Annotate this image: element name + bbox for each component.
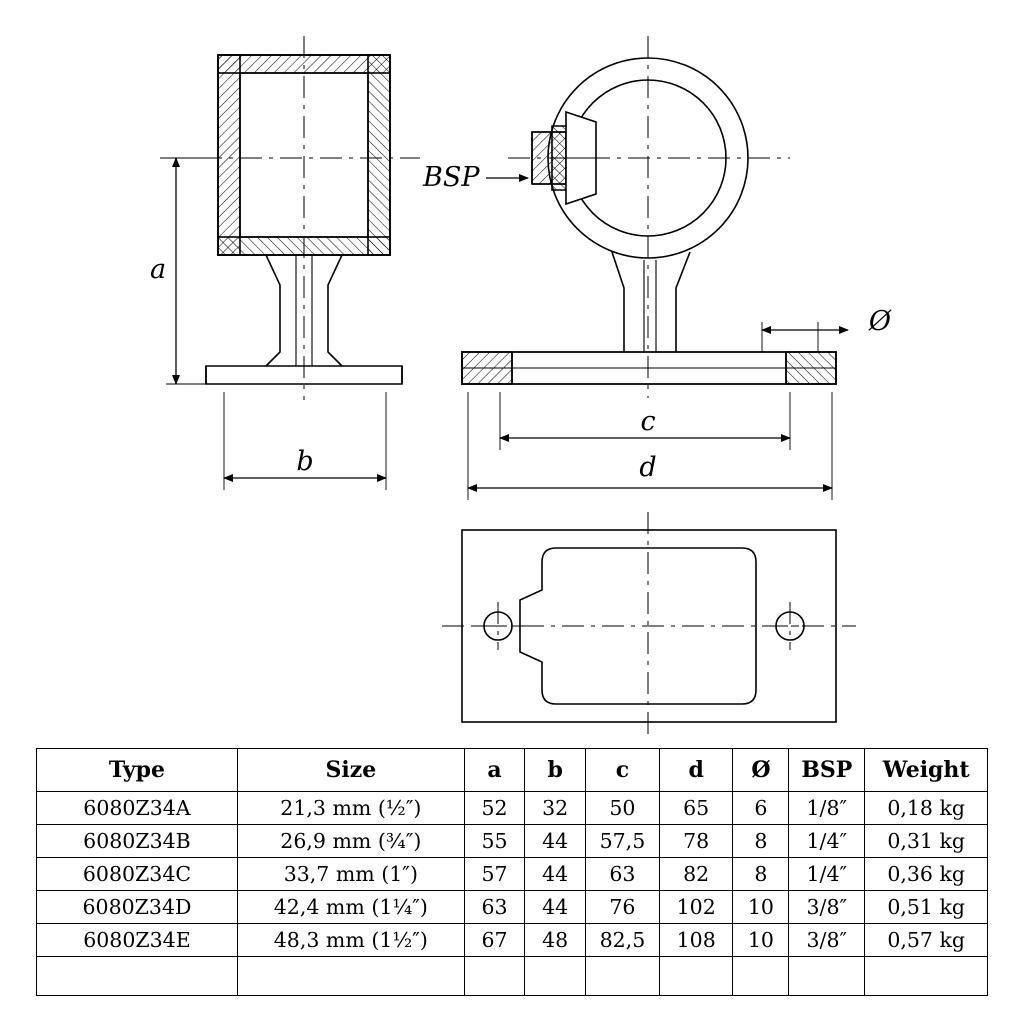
header-b: b: [525, 749, 586, 792]
header-c: c: [585, 749, 659, 792]
cell-d: 65: [659, 792, 733, 825]
table-row: [37, 891, 988, 924]
table-header-row: [37, 749, 988, 792]
table-row: [37, 792, 988, 825]
cell-type: 6080Z34C: [37, 858, 238, 891]
table-row-empty: [37, 957, 988, 996]
cell-size: 42,4 mm (1¼″): [237, 891, 464, 924]
table-row: [37, 858, 988, 891]
spec-table-container: [36, 748, 988, 996]
cell-d: 108: [659, 924, 733, 957]
cell-a: 52: [464, 792, 525, 825]
cell-empty: [733, 957, 789, 996]
cell-diameter: 10: [733, 924, 789, 957]
cell-weight: 0,31 kg: [865, 825, 988, 858]
cell-size: 48,3 mm (1½″): [237, 924, 464, 957]
header-type: Type: [37, 749, 238, 792]
cell-empty: [865, 957, 988, 996]
cell-b: 44: [525, 825, 586, 858]
label-diameter: Ø: [868, 306, 892, 337]
cell-b: 32: [525, 792, 586, 825]
cell-d: 78: [659, 825, 733, 858]
header-diameter: Ø: [733, 749, 789, 792]
cell-empty: [659, 957, 733, 996]
cell-diameter: 8: [733, 858, 789, 891]
header-weight: Weight: [865, 749, 988, 792]
cell-empty: [525, 957, 586, 996]
cell-c: 76: [585, 891, 659, 924]
cell-empty: [789, 957, 865, 996]
front-view: [160, 36, 420, 400]
label-d: d: [639, 452, 657, 483]
cell-type: 6080Z34E: [37, 924, 238, 957]
cell-diameter: 8: [733, 825, 789, 858]
cell-b: 48: [525, 924, 586, 957]
cell-diameter: 10: [733, 891, 789, 924]
cell-bsp: 1/4″: [789, 825, 865, 858]
cell-a: 55: [464, 825, 525, 858]
spec-table: [36, 748, 988, 996]
cell-weight: 0,36 kg: [865, 858, 988, 891]
cell-type: 6080Z34B: [37, 825, 238, 858]
cell-d: 102: [659, 891, 733, 924]
cell-weight: 0,51 kg: [865, 891, 988, 924]
cell-bsp: 1/8″: [789, 792, 865, 825]
cell-type: 6080Z34A: [37, 792, 238, 825]
label-a: a: [149, 254, 167, 285]
cell-weight: 0,57 kg: [865, 924, 988, 957]
cell-size: 33,7 mm (1″): [237, 858, 464, 891]
cell-size: 21,3 mm (½″): [237, 792, 464, 825]
cell-bsp: 3/8″: [789, 924, 865, 957]
cell-b: 44: [525, 891, 586, 924]
cell-a: 57: [464, 858, 525, 891]
label-bsp: BSP: [423, 162, 480, 193]
header-size: Size: [237, 749, 464, 792]
cell-c: 50: [585, 792, 659, 825]
cell-weight: 0,18 kg: [865, 792, 988, 825]
label-c: c: [640, 406, 656, 437]
cell-a: 63: [464, 891, 525, 924]
cell-c: 57,5: [585, 825, 659, 858]
cell-a: 67: [464, 924, 525, 957]
cell-c: 82,5: [585, 924, 659, 957]
cell-empty: [585, 957, 659, 996]
cell-d: 82: [659, 858, 733, 891]
side-view: [462, 36, 836, 398]
cell-bsp: 1/4″: [789, 858, 865, 891]
cell-diameter: 6: [733, 792, 789, 825]
label-b: b: [296, 446, 314, 477]
header-bsp: BSP: [789, 749, 865, 792]
header-d: d: [659, 749, 733, 792]
cell-size: 26,9 mm (¾″): [237, 825, 464, 858]
cell-empty: [37, 957, 238, 996]
cell-b: 44: [525, 858, 586, 891]
table-row: [37, 924, 988, 957]
header-a: a: [464, 749, 525, 792]
top-view: [442, 512, 856, 740]
table-row: [37, 825, 988, 858]
cell-bsp: 3/8″: [789, 891, 865, 924]
cell-empty: [464, 957, 525, 996]
cell-c: 63: [585, 858, 659, 891]
cell-empty: [237, 957, 464, 996]
cell-type: 6080Z34D: [37, 891, 238, 924]
